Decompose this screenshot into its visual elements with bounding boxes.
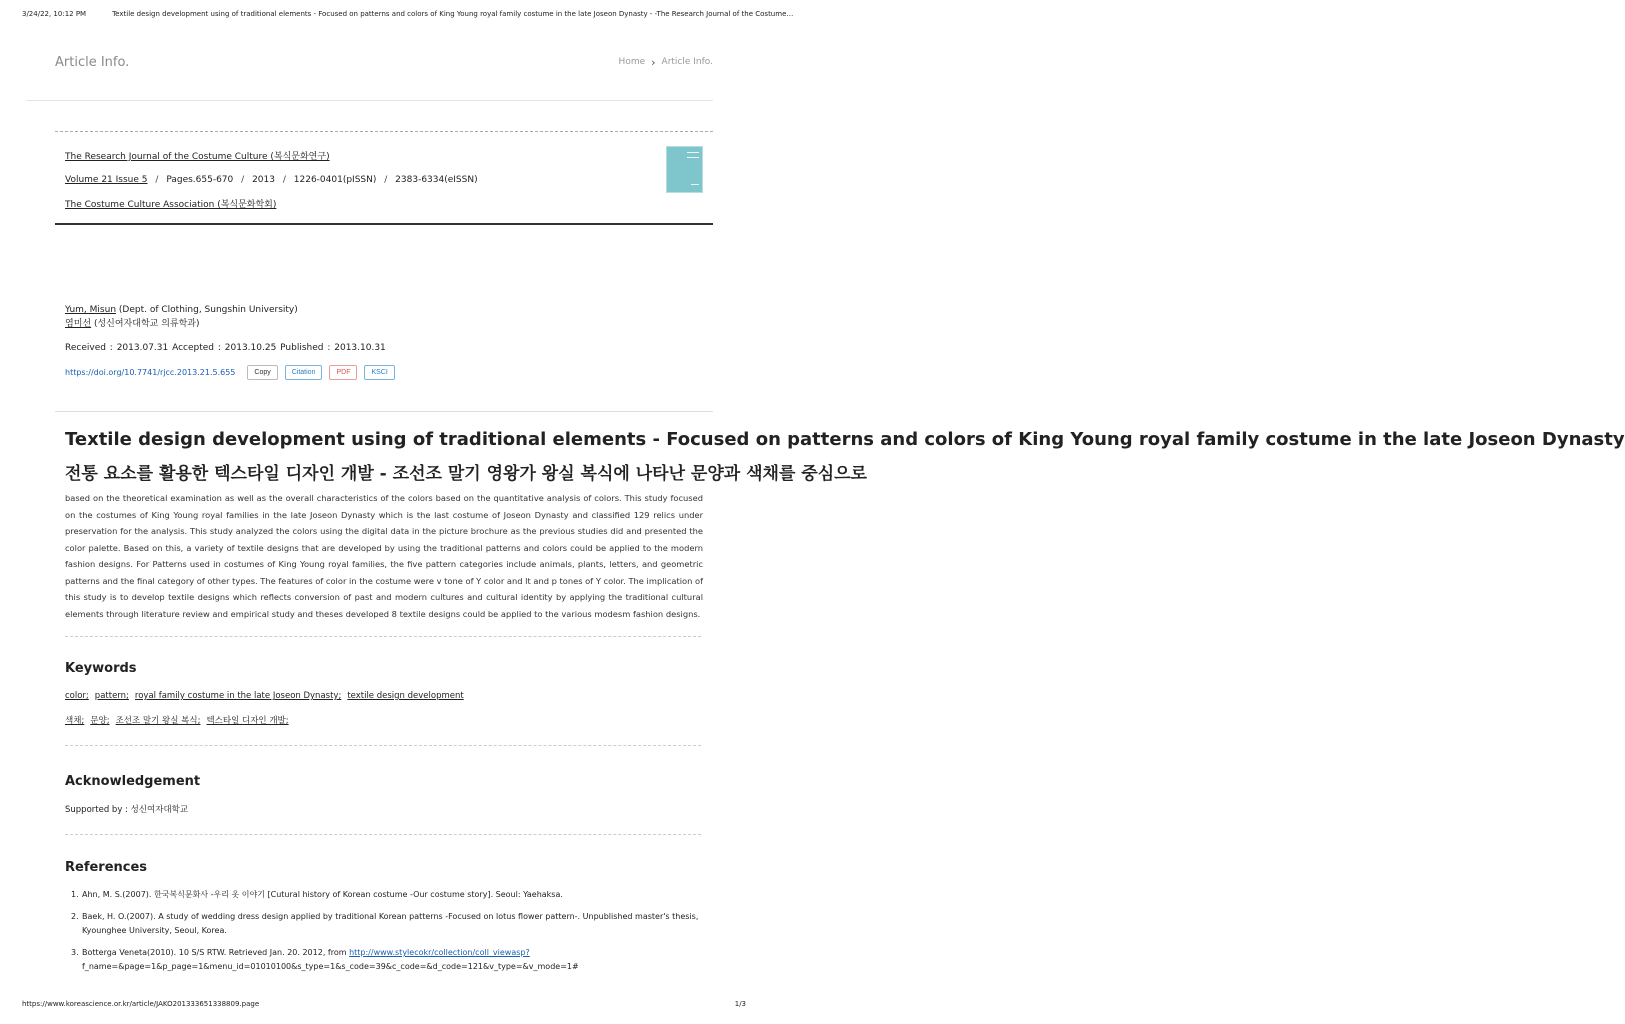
keyword-link[interactable]: 텍스타일 디자인 개발;	[206, 716, 289, 726]
abstract-text: based on the theoretical examination as well as the overall characteristics of the colors based on the quantitative analysis of colors. This study focused on the costumes of King Young royal families in the late Joseon Dynasty which is the last costume of Joseon Dynasty and classified 129 relics under preservation for the analysis. This study analyzed the colors using the digital data in the picture brochure as the previous studies did and presented the color palette. Based on this, a variety of textile designs that are developed by using the traditional patterns and colors could be applied to the modern fashion designs. For Patterns used in costumes of King Young royal families, the five pattern categories include animals, plants, letters, and geometric patterns and the final category of other types. The features of color in the costume were v tone of Y color and lt and p tones of Y color. The implication of this study is to develop textile designs which reflects conversion of past and modern cultures and cultural identity by applying the traditional cultural elements through literature review and empirical study and theses developed 8 textile designs could be applied to the various modesm fashion designs.	[65, 493, 703, 619]
volume-issue-link[interactable]: Volume 21 Issue 5	[65, 175, 148, 185]
keywords-en	[65, 691, 464, 701]
keywords-ko	[65, 714, 289, 726]
acknowledgement-text: Supported by : 성신여자대학교	[65, 805, 189, 815]
reference-url-tail: f_name=&page=1&p_page=1&menu_id=01010100&s_type=1&s_code=39&c_code=&d_code=121&v_type=&v_mode=1#	[82, 962, 579, 971]
ksci-button[interactable]: KSCI	[364, 365, 394, 380]
author-info	[65, 303, 298, 331]
keyword-link[interactable]: color;	[65, 691, 89, 701]
author-affiliation-ko: (성신여자대학교 의류학과)	[93, 319, 200, 329]
doi-link[interactable]: https://doi.org/10.7741/rjcc.2013.21.5.655	[65, 368, 236, 377]
reference-link[interactable]: http://www.stylecokr/collection/coll_viewasp?	[349, 948, 530, 957]
article-dates: Received : 2013.07.31 Accepted : 2013.10.25 Published : 2013.10.31	[65, 343, 386, 353]
author-affiliation-en: (Dept. of Clothing, Sungshin University)	[118, 305, 298, 315]
print-footer	[22, 1000, 746, 1008]
keyword-link[interactable]: textile design development	[347, 691, 464, 701]
reference-item: 2. Baek, H. O.(2007). A study of wedding dress design applied by traditional Korean patterns -Focused on lotus flower pattern-. Unpublished master's thesis, Kyounghee University, Seoul, Korea.	[71, 912, 699, 935]
chevron-right-icon: ›	[651, 55, 656, 69]
header-divider	[26, 100, 713, 101]
article-title-ko: 전통 요소를 활용한 텍스타일 디자인 개발 - 조선조 말기 영왕가 왕실 복식에 나타난 문양과 색채를 중심으로	[65, 464, 867, 484]
author-name-ko[interactable]: 염미선	[65, 319, 92, 329]
divider	[65, 745, 701, 746]
pissn: 1226-0401(pISSN)	[293, 175, 377, 185]
keyword-link[interactable]: royal family costume in the late Joseon Dynasty;	[134, 691, 342, 701]
year: 2013	[252, 175, 275, 185]
reference-item: 1. Ahn, M. S.(2007). 한국복식문화사 -우리 옷 이야기 [Cutural history of Korean costume -Our costume story]. Seoul: Yaehaksa.	[71, 890, 563, 899]
journal-name-link[interactable]: The Research Journal of the Costume Culture (복식문화연구)	[65, 152, 330, 162]
reference-text: Baek, H. O.(2007). A study of wedding dress design applied by traditional Korean patterns -Focused on lotus flower pattern-. Unpublished master's thesis, Kyounghee University, Seoul, Korea.	[82, 912, 699, 935]
keyword-link[interactable]: 문양;	[90, 716, 110, 726]
keyword-link[interactable]: pattern;	[94, 691, 129, 701]
eissn: 2383-6334(eISSN)	[395, 175, 478, 185]
print-header	[22, 10, 794, 18]
keyword-link[interactable]: 색채;	[65, 716, 85, 726]
doi-actions	[65, 365, 395, 380]
breadcrumb	[619, 56, 713, 69]
reference-item: 3. Botterga Veneta(2010). 10 S/S RTW. Retrieved Jan. 20. 2012, from http://www.stylecokr/collection/coll_viewasp? f_name=&page=1&p_page=1&menu_id=01010100&s_type=1&s_code=39&c_code=&d_code=121&v_type=&v_mode=1#	[71, 948, 579, 971]
pdf-button[interactable]: PDF	[329, 365, 357, 380]
print-datetime: 3/24/22, 10:12 PM	[22, 10, 87, 18]
publisher-link[interactable]: The Costume Culture Association (복식문화학회)	[65, 200, 277, 210]
print-doc-title: Textile design development using of traditional elements - Focused on patterns and colors of King Young royal family costume in the late Joseon Dynasty - -The Research Journal of the Costume…	[112, 10, 794, 18]
pages: Pages.655-670	[166, 175, 234, 185]
acknowledgement-heading: Acknowledgement	[65, 774, 201, 789]
author-name-en[interactable]: Yum, Misun	[65, 305, 117, 315]
print-page-number: 1/3	[734, 1000, 746, 1008]
journal-info: The Research Journal of the Costume Culture (복식문화연구) Volume 21 Issue 5 / Pages.655-670 / 2013 / 1226-0401(pISSN) / 2383-6334(eISSN) The Costume Culture Association (복식문화학회)	[55, 131, 713, 225]
breadcrumb-current: Article Info.	[661, 57, 713, 67]
print-url: https://www.koreascience.or.kr/article/JAKO201333651338809.page	[22, 1000, 260, 1008]
journal-cover-thumbnail[interactable]	[666, 146, 703, 193]
divider	[65, 834, 701, 835]
page-header	[55, 50, 713, 74]
article-title-en: Textile design development using of traditional elements - Focused on patterns and colors of King Young royal family costume in the late Joseon Dynasty	[65, 429, 1625, 450]
page-title: Article Info.	[55, 54, 130, 70]
reference-text: Botterga Veneta(2010). 10 S/S RTW. Retrieved Jan. 20. 2012, from	[82, 948, 347, 957]
references-list	[71, 888, 702, 982]
section-divider	[55, 411, 713, 412]
references-heading: References	[65, 860, 148, 875]
reference-text: Ahn, M. S.(2007). 한국복식문화사 -우리 옷 이야기 [Cutural history of Korean costume -Our costume story]. Seoul: Yaehaksa.	[82, 890, 563, 899]
citation-button[interactable]: Citation	[285, 365, 323, 380]
copy-button[interactable]: Copy	[247, 365, 277, 380]
keywords-heading: Keywords	[65, 661, 137, 676]
keyword-link[interactable]: 조선조 말기 왕실 복식;	[115, 716, 201, 726]
divider	[65, 636, 701, 637]
breadcrumb-home-link[interactable]: Home	[618, 57, 646, 67]
